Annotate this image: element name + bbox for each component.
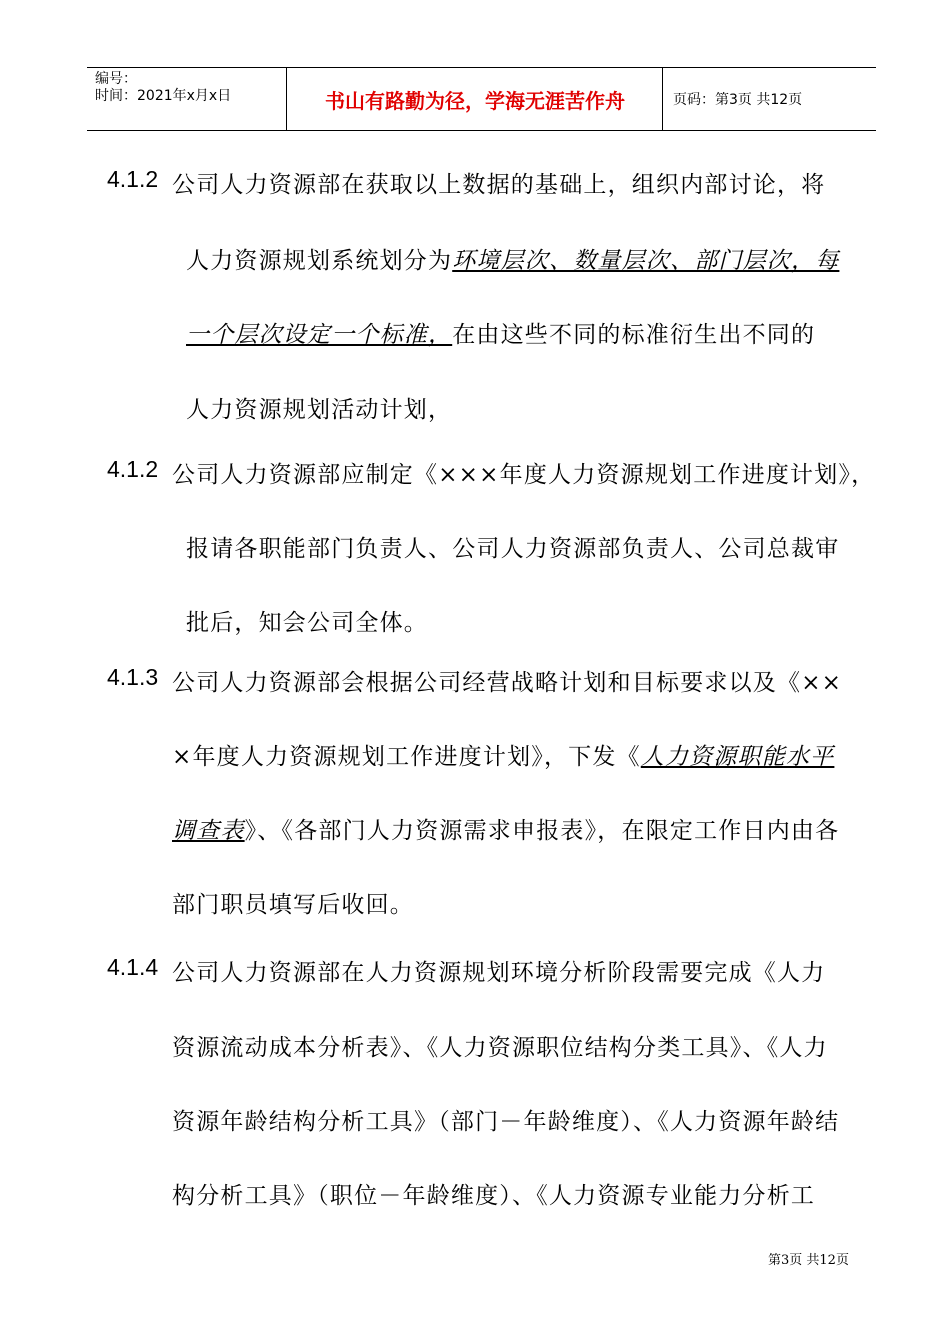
emphasized-text: 调查表 [172,818,245,844]
time-label: 时间：2021年x月x日 [95,88,232,104]
text-run: 资源流动成本分析表》、《人力资源职位结构分类工具》、《人力 [172,1035,828,1061]
paragraph-line [172,456,875,489]
text-run: 人力资源规划系统划分为 [186,248,453,274]
text-run: 人力资源规划活动计划， [186,397,453,423]
text-run: 部门职员填写后收回。 [172,892,414,918]
text-run: 构分析工具》（职位－年龄维度）、《人力资源专业能力分析工 [172,1183,816,1209]
section-number: 4.1.3 [107,664,159,690]
text-run: 公司人力资源部在人力资源规划环境分析阶段需要完成《人力 [172,960,826,986]
section-number: 4.1.2 [107,166,159,192]
header-meta-cell [87,68,287,130]
section-number: 4.1.2 [107,456,159,482]
paragraph-line [172,1029,828,1062]
paragraph-line [186,242,839,275]
text-run: 批后，知会公司全体。 [186,610,428,636]
header-page-info: 页码：第3页 共12页 [673,92,803,108]
paragraph-line [172,1177,815,1210]
paragraph-line [172,812,839,845]
text-run: 在由这些不同的标准衍生出不同的 [452,322,816,348]
paragraph-line [172,1103,839,1136]
paragraph-line [172,166,825,199]
emphasized-text: 环境层次、数量层次、部门层次，每 [452,248,840,274]
page-header [87,67,876,131]
text-run: 报请各职能部门负责人、公司人力资源部负责人、公司总裁审 [186,536,840,562]
emphasized-text: 一个层次设定一个标准， [186,322,453,348]
text-run: 公司人力资源部会根据公司经营战略计划和目标要求以及《×× [172,670,843,696]
paragraph-line [172,886,414,919]
text-run: 公司人力资源部在获取以上数据的基础上，组织内部讨论，将 [172,172,826,198]
paragraph-line [186,391,452,424]
page-footer: 第3页 共12页 [768,1253,849,1268]
paragraph-line [186,530,839,563]
emphasized-text: 人力资源职能水平 [640,744,835,770]
paragraph-line [172,954,825,987]
paragraph-line [186,316,815,349]
text-run: 公司人力资源部应制定《×××年度人力资源规划工作进度计划》， [172,462,876,488]
number-label: 编号： [95,71,137,87]
text-run: 》、《各部门人力资源需求申报表》，在限定工作日内由各 [244,818,840,844]
text-run: ×年度人力资源规划工作进度计划》，下发《 [172,744,641,770]
section-number: 4.1.4 [107,954,159,980]
text-run: 资源年龄结构分析工具》（部门－年龄维度）、《人力资源年龄结 [172,1109,840,1135]
paragraph-line [186,604,428,637]
header-motto: 书山有路勤为径，学海无涯苦作舟 [288,68,663,130]
paragraph-line [172,664,842,697]
paragraph-line [172,738,834,771]
